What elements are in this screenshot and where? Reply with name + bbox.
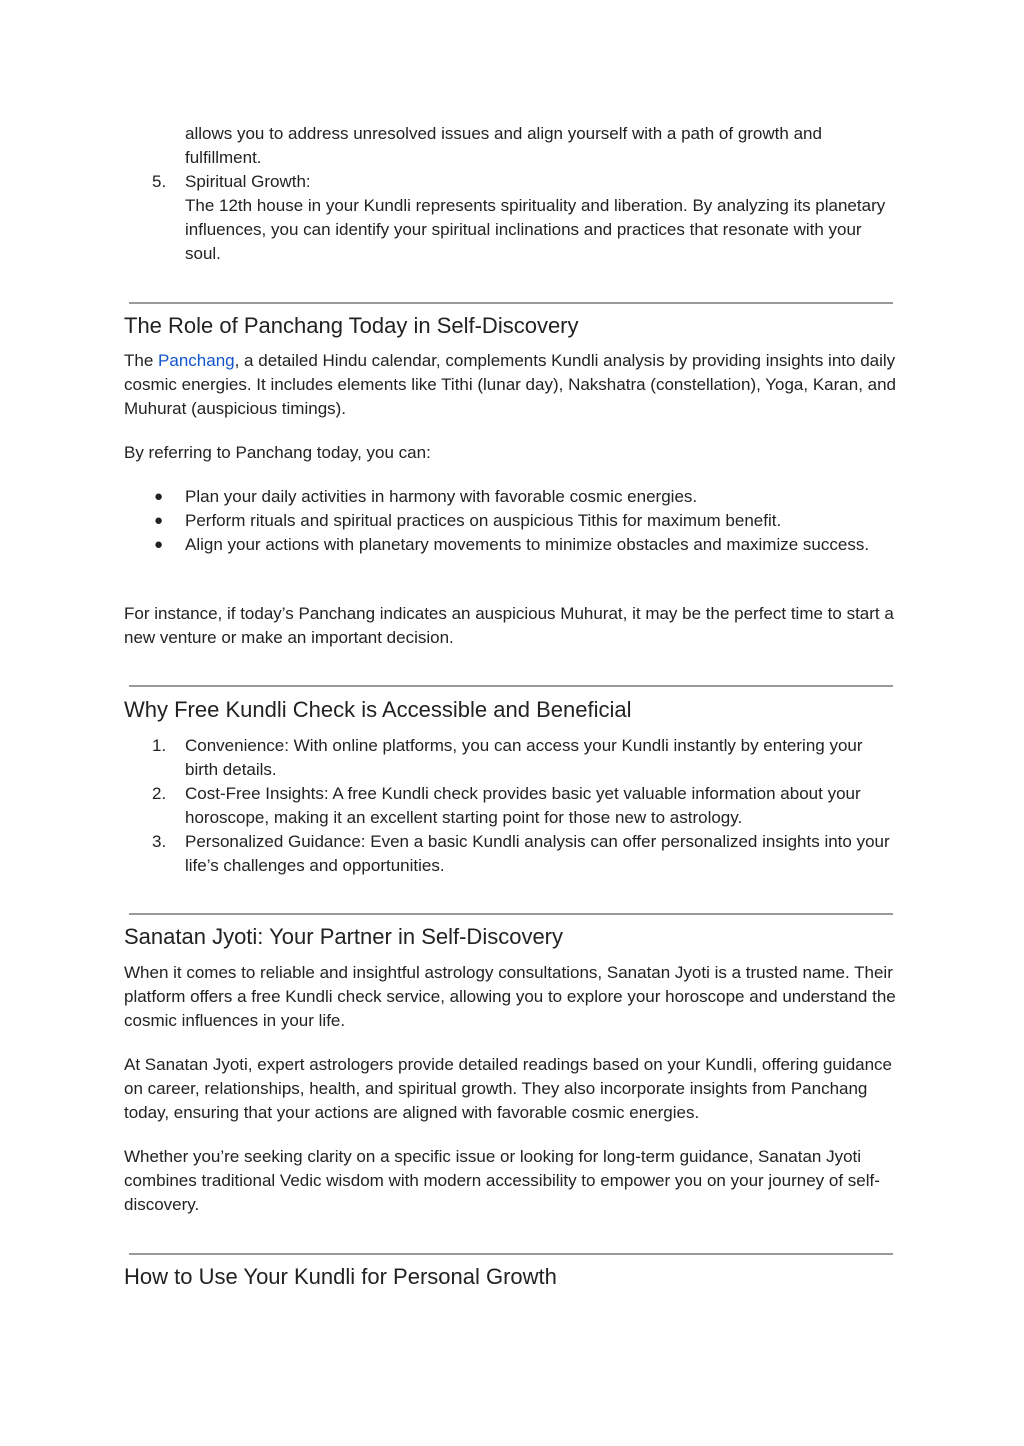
panchang-link[interactable]: Panchang <box>158 351 235 370</box>
list-number: 1. <box>152 736 167 755</box>
list-item <box>124 830 896 878</box>
section-divider <box>129 913 893 915</box>
section-heading-free-kundli: Why Free Kundli Check is Accessible and Beneficial <box>124 697 632 722</box>
list-number: 2. <box>152 784 167 803</box>
item-text: Cost-Free Insights: A free Kundli check provides basic yet valuable information about your horoscope, making it an excellent starting point for those new to astrology. <box>185 784 861 827</box>
list-item <box>124 533 896 557</box>
section-divider <box>129 1253 893 1255</box>
sanatan-paragraph-1: When it comes to reliable and insightful astrology consultations, Sanatan Jyoti is a trusted name. Their platform offers a free Kundli check service, allowing you to explore your horoscope and understand the cosmic influences in your life. <box>124 963 896 1030</box>
bullet-icon: ● <box>154 488 164 505</box>
list-item <box>124 782 896 830</box>
sanatan-paragraph-2: At Sanatan Jyoti, expert astrologers provide detailed readings based on your Kundli, offering guidance on career, relationships, health, and spiritual growth. They also incorporate insights from Panchang today, ensuring that your actions are aligned with favorable cosmic energies. <box>124 1055 893 1122</box>
bullet-icon: ● <box>154 512 164 529</box>
list-item <box>124 734 896 782</box>
panchang-paragraph-2: By referring to Panchang today, you can: <box>124 443 431 462</box>
list-number: 5. <box>152 172 167 191</box>
bullet-icon: ● <box>154 536 164 553</box>
panchang-paragraph-1 <box>124 349 896 421</box>
item-text: Personalized Guidance: Even a basic Kundli analysis can offer personalized insights into your life’s challenges and opportunities. <box>185 832 890 875</box>
bullet-text: Align your actions with planetary movements to minimize obstacles and maximize success. <box>185 535 870 554</box>
free-kundli-list <box>124 734 896 878</box>
section-divider <box>129 302 893 304</box>
sanatan-paragraph-3: Whether you’re seeking clarity on a specific issue or looking for long-term guidance, Sanatan Jyoti combines traditional Vedic wisdom with modern accessibility to empower you on your journey of self-discovery. <box>124 1147 880 1214</box>
section-heading-sanatan-jyoti: Sanatan Jyoti: Your Partner in Self-Discovery <box>124 924 564 949</box>
list-item <box>124 509 896 533</box>
item-body: The 12th house in your Kundli represents spirituality and liberation. By analyzing its planetary influences, you can identify your spiritual inclinations and practices that resonate with your soul. <box>185 196 886 263</box>
list-number: 3. <box>152 832 167 851</box>
bullet-text: Perform rituals and spiritual practices on auspicious Tithis for maximum benefit. <box>185 511 782 530</box>
item-title: Spiritual Growth: <box>185 172 311 191</box>
list-item <box>124 485 896 509</box>
continuation-text: allows you to address unresolved issues and align yourself with a path of growth and fulfillment. <box>185 124 822 167</box>
section-heading-personal-growth: How to Use Your Kundli for Personal Growth <box>124 1264 557 1289</box>
item-text: Convenience: With online platforms, you can access your Kundli instantly by entering your birth details. <box>185 736 863 779</box>
para-text: The <box>124 351 159 370</box>
bullet-text: Plan your daily activities in harmony with favorable cosmic energies. <box>185 487 698 506</box>
list-item-spiritual-growth <box>124 170 896 266</box>
section-heading-panchang: The Role of Panchang Today in Self-Discovery <box>124 313 579 338</box>
panchang-paragraph-3: For instance, if today’s Panchang indicates an auspicious Muhurat, it may be the perfect time to start a new venture or make an important decision. <box>124 604 894 647</box>
intro-list <box>124 122 896 266</box>
section-divider <box>129 685 893 687</box>
para-text: , a detailed Hindu calendar, complements Kundli analysis by providing insights into daily cosmic energies. It includes elements like Tithi (lunar day), Nakshatra (constellation), Yoga, Karan, and Muhurat (auspicious timings). <box>124 351 897 418</box>
list-item-continuation <box>124 122 896 170</box>
panchang-bullet-list <box>124 485 896 557</box>
